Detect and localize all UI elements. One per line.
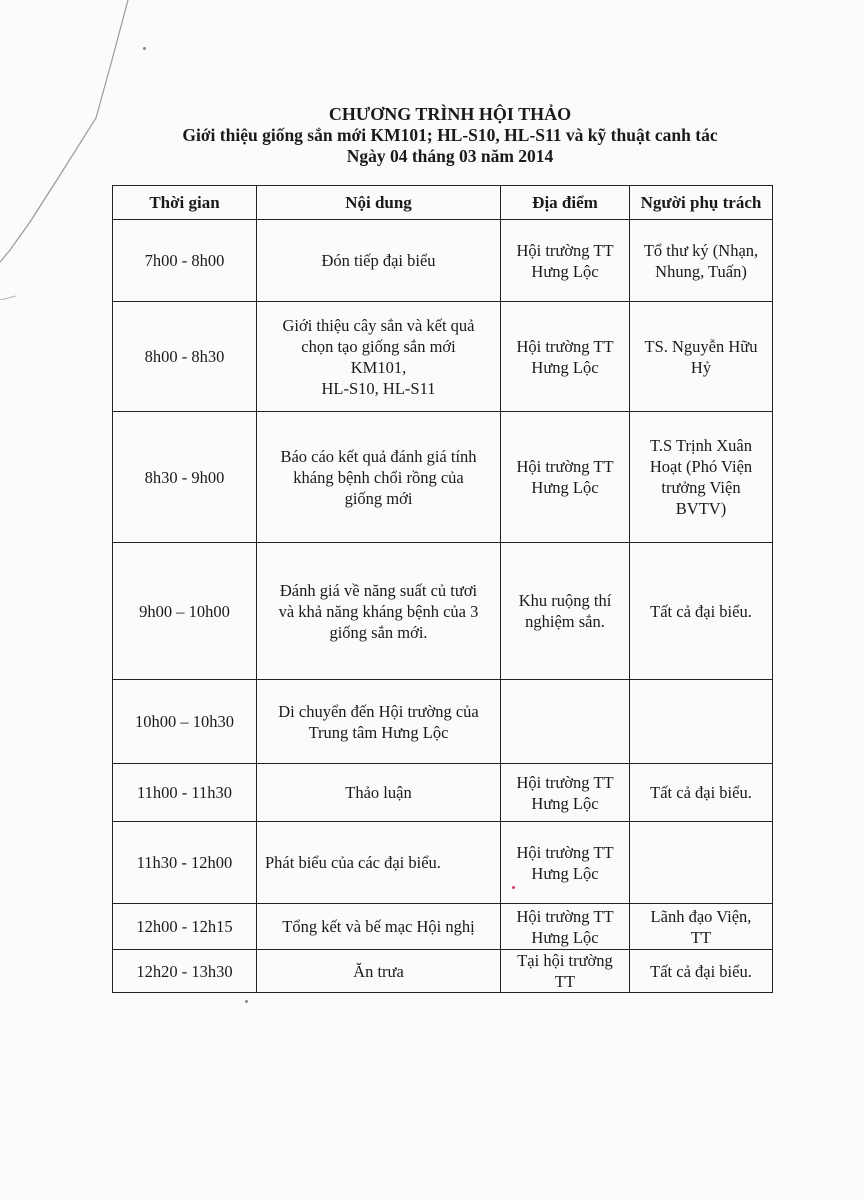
cell-location — [501, 302, 630, 412]
table-row — [113, 220, 773, 302]
cell-line: Tại hội trường — [517, 951, 613, 970]
cell-line: trưởng Viện — [661, 478, 741, 497]
cell-line: Lãnh đạo Viện, — [650, 906, 752, 926]
cell-line: Nhung, Tuấn) — [655, 261, 747, 281]
cell-line: Giới thiệu cây sắn và kết quả — [282, 315, 475, 335]
cell-line: Hưng Lộc — [531, 357, 599, 377]
table-header-row — [113, 186, 773, 220]
cell-line: giống sắn mới. — [329, 622, 428, 642]
cell-line: Tổng kết và bế mạc Hội nghị — [282, 917, 475, 936]
cell-line: TT — [554, 972, 576, 991]
schedule-table — [112, 185, 773, 993]
cell-line: Hưng Lộc — [531, 793, 599, 813]
cell-location — [501, 220, 630, 302]
table-row — [113, 950, 773, 993]
cell-person — [630, 904, 773, 950]
cell-location — [501, 543, 630, 680]
cell-content — [257, 764, 501, 822]
cell-person — [630, 220, 773, 302]
cell-line: Di chuyển đến Hội trường của — [278, 701, 479, 721]
cell-line: nghiệm sắn. — [525, 612, 605, 631]
document-subtitle: Giới thiệu giống sắn mới KM101; HL-S10, HL-S11 và kỹ thuật canh tác — [182, 125, 718, 145]
cell-content — [257, 822, 501, 904]
cell-line: Hưng Lộc — [531, 478, 599, 497]
cell-line: Đón tiếp đại biểu — [321, 251, 436, 270]
scan-speck — [143, 47, 146, 50]
table-row — [113, 680, 773, 764]
table-row — [113, 412, 773, 543]
cell-content — [257, 543, 501, 680]
scan-speck — [245, 1000, 248, 1003]
cell-person — [630, 543, 773, 680]
cell-line: Hưng Lộc — [531, 261, 599, 281]
cell-line: Ăn trưa — [353, 961, 404, 981]
column-header-location: Địa điểm — [501, 186, 630, 220]
cell-line: Tất cả đại biểu. — [650, 601, 752, 621]
document-date: Ngày 04 tháng 03 năm 2014 — [346, 146, 554, 166]
cell-time: 11h00 - 11h30 — [113, 764, 257, 822]
cell-line: Báo cáo kết quả đánh giá tính — [280, 446, 477, 466]
cell-time: 8h00 - 8h30 — [113, 302, 257, 412]
cell-location — [501, 412, 630, 543]
cell-content — [257, 904, 501, 950]
scan-edge-mark — [0, 0, 130, 300]
cell-time: 11h30 - 12h00 — [113, 822, 257, 904]
column-header-person: Người phụ trách — [630, 186, 773, 220]
table-row — [113, 822, 773, 904]
cell-person — [630, 680, 773, 764]
cell-line: Hoạt (Phó Viện — [649, 457, 753, 476]
cell-line: Khu ruộng thí — [518, 591, 612, 610]
document-header — [112, 104, 788, 167]
cell-person — [630, 822, 773, 904]
cell-line: KM101, — [350, 357, 407, 377]
cell-line: Tổ thư ký (Nhạn, — [643, 240, 759, 260]
table-row — [113, 302, 773, 412]
cell-time: 12h20 - 13h30 — [113, 950, 257, 993]
cell-line: Hội trường TT — [516, 906, 614, 926]
cell-line: Tất cả đại biểu. — [650, 783, 752, 802]
cell-person — [630, 950, 773, 993]
cell-line: Hội trường TT — [516, 457, 614, 476]
cell-line: kháng bệnh chổi rồng của — [293, 467, 464, 487]
cell-content — [257, 950, 501, 993]
cell-location — [501, 764, 630, 822]
cell-line: Hưng Lộc — [531, 927, 599, 947]
cell-line: Hỷ — [690, 357, 712, 377]
cell-line: BVTV) — [675, 499, 727, 518]
cell-location — [501, 904, 630, 950]
cell-content — [257, 302, 501, 412]
column-header-time: Thời gian — [113, 186, 257, 220]
cell-time: 9h00 – 10h00 — [113, 543, 257, 680]
cell-line: Trung tâm Hưng Lộc — [308, 722, 449, 742]
cell-time: 7h00 - 8h00 — [113, 220, 257, 302]
cell-line: chọn tạo giống sắn mới — [301, 336, 456, 356]
cell-location — [501, 950, 630, 993]
cell-line: Hội trường TT — [516, 336, 614, 356]
table-row — [113, 764, 773, 822]
table-row — [113, 543, 773, 680]
cell-line: và khả năng kháng bệnh của 3 — [278, 601, 479, 621]
document-title: CHƯƠNG TRÌNH HỘI THẢO — [328, 104, 572, 124]
cell-time: 8h30 - 9h00 — [113, 412, 257, 543]
cell-line: Thảo luận — [345, 783, 412, 802]
cell-line: giống mới — [344, 488, 413, 508]
cell-location — [501, 680, 630, 764]
cell-line: TS. Nguyễn Hữu — [644, 336, 758, 356]
table-row — [113, 904, 773, 950]
cell-person — [630, 412, 773, 543]
cell-line: Hội trường TT — [516, 240, 614, 260]
cell-line: TT — [690, 927, 712, 947]
cell-location — [501, 822, 630, 904]
cell-line: Phát biểu của các đại biểu. — [265, 853, 441, 872]
cell-line: Hưng Lộc — [531, 863, 599, 883]
cell-line: Đánh giá về năng suất củ tươi — [279, 580, 478, 600]
column-header-content: Nội dung — [257, 186, 501, 220]
cell-person — [630, 302, 773, 412]
cell-time: 10h00 – 10h30 — [113, 680, 257, 764]
cell-line: T.S Trịnh Xuân — [650, 436, 752, 455]
cell-line: HL-S10, HL-S11 — [321, 378, 436, 398]
cell-content — [257, 220, 501, 302]
cell-person — [630, 764, 773, 822]
cell-line: Hội trường TT — [516, 772, 614, 792]
cell-time: 12h00 - 12h15 — [113, 904, 257, 950]
cell-content — [257, 412, 501, 543]
cell-line: Hội trường TT — [516, 842, 614, 862]
cell-line: Tất cả đại biểu. — [650, 961, 752, 981]
cell-content — [257, 680, 501, 764]
